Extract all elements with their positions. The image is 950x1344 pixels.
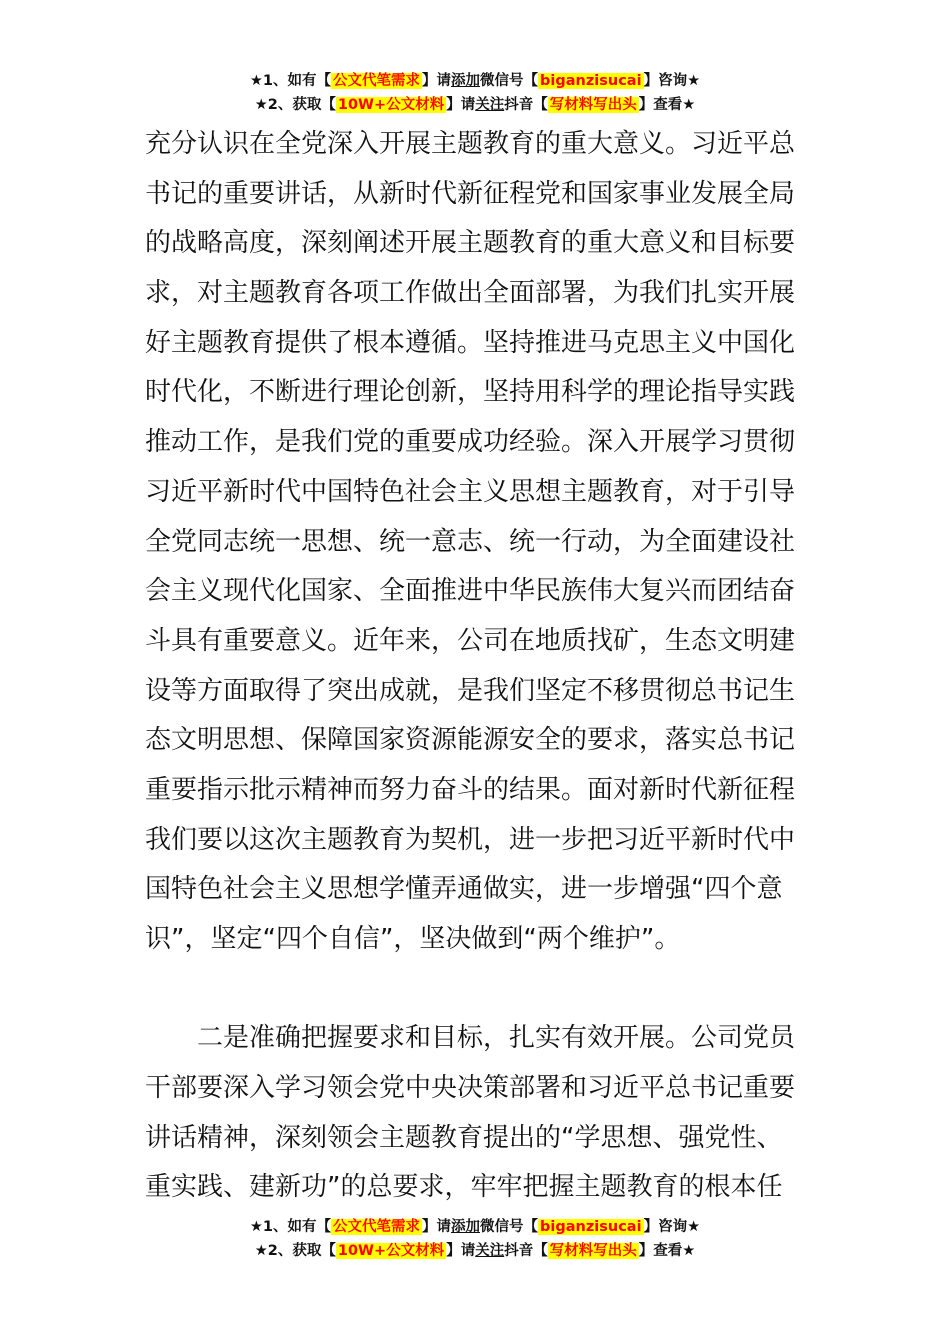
banner-highlight-douyin: 写材料写出头 bbox=[549, 97, 637, 113]
text-line: 充分认识在全党深入开展主题教育的重大意义。习近平总 bbox=[145, 129, 796, 159]
text-line: 习近平新时代中国特色社会主义思想主题教育，对于引导 bbox=[145, 476, 796, 507]
banner-highlight-service: 公文代笔需求 bbox=[333, 1219, 421, 1235]
banner-highlight-douyin: 写材料写出头 bbox=[549, 1243, 637, 1259]
banner-highlight-service: 公文代笔需求 bbox=[333, 73, 421, 89]
text-line: 识”，坚定“四个自信”，坚决做到“两个维护”。 bbox=[145, 924, 681, 954]
paragraph-2 bbox=[145, 1014, 810, 1213]
text-line: 设等方面取得了突出成就，是我们坚定不移贯彻总书记生 bbox=[145, 675, 796, 706]
text-line: 书记的重要讲话，从新时代新征程党和国家事业发展全局 bbox=[145, 178, 796, 209]
text-line: 态文明思想、保障国家资源能源安全的要求，落实总书记 bbox=[145, 725, 796, 756]
banner-line-1: ★1、如有【 公文代笔需求 】请添加微信号【 biganzisucai 】咨询★ bbox=[249, 73, 701, 89]
banner-line-1: ★1、如有【 公文代笔需求 】请添加微信号【 biganzisucai 】咨询★ bbox=[249, 1219, 701, 1235]
text-line: 讲话精神，深刻领会主题教育提出的“学思想、强党性、 bbox=[145, 1122, 783, 1153]
text-line: 好主题教育提供了根本遵循。坚持推进马克思主义中国化 bbox=[145, 327, 796, 358]
banner-highlight-wechat-id: biganzisucai bbox=[540, 73, 642, 89]
banner-highlight-materials: 10W+公文材料 bbox=[337, 1243, 445, 1259]
text-line: 时代化，不断进行理论创新，坚持用科学的理论指导实践 bbox=[145, 377, 796, 408]
footer-banner bbox=[0, 1215, 950, 1263]
text-line: 斗具有重要意义。近年来，公司在地质找矿，生态文明建 bbox=[145, 625, 796, 656]
document-body bbox=[145, 120, 810, 1213]
banner-highlight-wechat-id: biganzisucai bbox=[540, 1219, 642, 1235]
banner-highlight-materials: 10W+公文材料 bbox=[337, 97, 445, 113]
text-line: 我们要以这次主题教育为契机，进一步把习近平新时代中 bbox=[145, 824, 796, 855]
banner-line-2: ★2、获取【 10W+公文材料 】请关注抖音【 写材料写出头 】查看★ bbox=[254, 97, 696, 113]
text-line: 重实践、建新功”的总要求，牢牢把握主题教育的根本任 bbox=[145, 1172, 783, 1203]
paragraph-1 bbox=[145, 120, 810, 965]
text-line: 求，对主题教育各项工作做出全面部署，为我们扎实开展 bbox=[145, 278, 796, 309]
paragraph-gap bbox=[145, 965, 810, 1015]
text-line: 推动工作，是我们党的重要成功经验。深入开展学习贯彻 bbox=[145, 427, 796, 458]
text-line: 的战略高度，深刻阐述开展主题教育的重大意义和目标要 bbox=[145, 228, 796, 259]
text-line: 会主义现代化国家、全面推进中华民族伟大复兴而团结奋 bbox=[145, 576, 796, 607]
text-line: 干部要深入学习领会党中央决策部署和习近平总书记重要 bbox=[145, 1073, 796, 1104]
header-banner bbox=[0, 69, 950, 117]
text-line: 全党同志统一思想、统一意志、统一行动，为全面建设社 bbox=[145, 526, 796, 557]
text-line: 重要指示批示精神而努力奋斗的结果。面对新时代新征程 bbox=[145, 774, 796, 805]
text-line: 国特色社会主义思想学懂弄通做实，进一步增强“四个意 bbox=[145, 874, 783, 905]
text-line: 二是准确把握要求和目标，扎实有效开展。公司党员 bbox=[197, 1023, 796, 1054]
banner-line-2: ★2、获取【 10W+公文材料 】请关注抖音【 写材料写出头 】查看★ bbox=[254, 1243, 696, 1259]
